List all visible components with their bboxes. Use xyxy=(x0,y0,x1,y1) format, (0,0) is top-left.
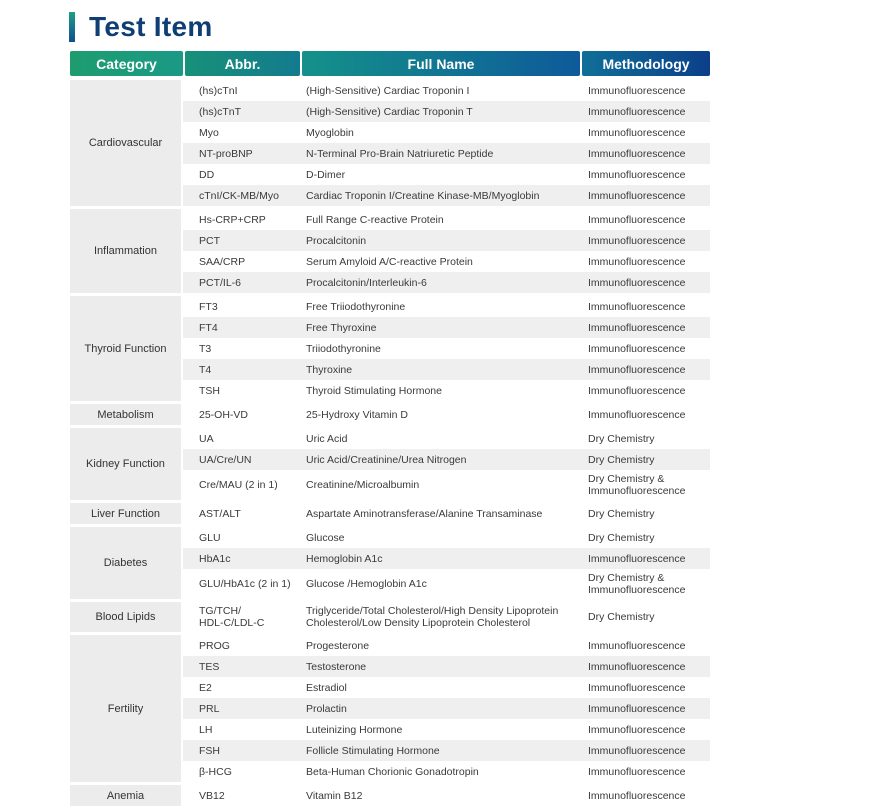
methodology-cell: Immunofluorescence xyxy=(588,255,686,268)
table-row xyxy=(183,404,710,425)
abbr-cell: NT-proBNP xyxy=(199,147,253,160)
category-rows xyxy=(183,404,710,425)
category-rows xyxy=(183,602,710,632)
title-block xyxy=(69,10,213,44)
methodology-cell: Immunofluorescence xyxy=(588,321,686,334)
table-body xyxy=(70,80,710,806)
table-row xyxy=(183,548,710,569)
category-rows xyxy=(183,635,710,782)
full-name-cell: Free Triiodothyronine xyxy=(306,300,406,313)
full-name-cell: D-Dimer xyxy=(306,168,346,181)
header-full-name: Full Name xyxy=(302,51,580,76)
title-accent-bar xyxy=(69,12,75,42)
full-name-cell: Serum Amyloid A/C-reactive Protein xyxy=(306,255,473,268)
category-group xyxy=(70,503,710,524)
full-name-cell: Free Thyroxine xyxy=(306,321,377,334)
category-rows xyxy=(183,209,710,293)
full-name-cell: Hemoglobin A1c xyxy=(306,552,383,565)
table-row xyxy=(183,272,710,293)
abbr-cell: Cre/MAU (2 in 1) xyxy=(199,479,278,491)
methodology-cell: Immunofluorescence xyxy=(588,723,686,736)
table-row xyxy=(183,143,710,164)
methodology-cell: Immunofluorescence xyxy=(588,408,686,421)
full-name-cell: Beta-Human Chorionic Gonadotropin xyxy=(306,765,479,778)
category-cell: Thyroid Function xyxy=(70,296,181,401)
abbr-cell: PROG xyxy=(199,639,230,652)
full-name-cell: Thyroxine xyxy=(306,363,353,376)
methodology-cell: Dry Chemistry xyxy=(588,453,655,466)
abbr-cell: E2 xyxy=(199,681,212,694)
abbr-cell: TG/TCH/ HDL-C/LDL-C xyxy=(199,605,265,629)
methodology-cell: Immunofluorescence xyxy=(588,681,686,694)
methodology-cell: Dry Chemistry xyxy=(588,507,655,520)
abbr-cell: PCT/IL-6 xyxy=(199,276,242,289)
abbr-cell: PRL xyxy=(199,702,220,715)
methodology-cell: Immunofluorescence xyxy=(588,660,686,673)
full-name-cell: Vitamin B12 xyxy=(306,789,363,802)
abbr-cell: 25-OH-VD xyxy=(199,408,249,421)
abbr-cell: TES xyxy=(199,660,220,673)
table-row xyxy=(183,761,710,782)
abbr-cell: TSH xyxy=(199,384,220,397)
methodology-cell: Dry Chemistry xyxy=(588,611,655,623)
category-rows xyxy=(183,428,710,500)
full-name-cell: 25-Hydroxy Vitamin D xyxy=(306,408,408,421)
abbr-cell: AST/ALT xyxy=(199,507,241,520)
category-cell: Cardiovascular xyxy=(70,80,181,206)
methodology-cell: Immunofluorescence xyxy=(588,168,686,181)
table-row xyxy=(183,80,710,101)
category-group xyxy=(70,602,710,632)
methodology-cell: Immunofluorescence xyxy=(588,552,686,565)
abbr-cell: Hs-CRP+CRP xyxy=(199,213,266,226)
table-row xyxy=(183,209,710,230)
category-group xyxy=(70,428,710,500)
category-group xyxy=(70,80,710,206)
full-name-cell: Estradiol xyxy=(306,681,347,694)
category-rows xyxy=(183,785,710,806)
table-row xyxy=(183,719,710,740)
table-row xyxy=(183,122,710,143)
category-cell: Inflammation xyxy=(70,209,181,293)
category-group xyxy=(70,785,710,806)
category-group xyxy=(70,404,710,425)
table-row xyxy=(183,656,710,677)
table-row xyxy=(183,677,710,698)
methodology-cell: Dry Chemistry & Immunofluorescence xyxy=(588,473,686,497)
category-cell: Metabolism xyxy=(70,404,181,425)
table-row xyxy=(183,230,710,251)
table-row xyxy=(183,317,710,338)
full-name-cell: Glucose /Hemoglobin A1c xyxy=(306,578,427,590)
methodology-cell: Immunofluorescence xyxy=(588,276,686,289)
abbr-cell: cTnI/CK-MB/Myo xyxy=(199,189,279,202)
category-cell: Liver Function xyxy=(70,503,181,524)
full-name-cell: Uric Acid/Creatinine/Urea Nitrogen xyxy=(306,453,467,466)
abbr-cell: DD xyxy=(199,168,215,181)
table-row xyxy=(183,698,710,719)
category-rows xyxy=(183,296,710,401)
abbr-cell: T3 xyxy=(199,342,212,355)
category-rows xyxy=(183,80,710,206)
table-row xyxy=(183,527,710,548)
table-row xyxy=(183,740,710,761)
table-row xyxy=(183,101,710,122)
full-name-cell: (High-Sensitive) Cardiac Troponin I xyxy=(306,84,470,97)
abbr-cell: UA/Cre/UN xyxy=(199,453,252,466)
table-row xyxy=(183,164,710,185)
full-name-cell: Luteinizing Hormone xyxy=(306,723,403,736)
methodology-cell: Immunofluorescence xyxy=(588,126,686,139)
table-header xyxy=(70,51,710,76)
methodology-cell: Immunofluorescence xyxy=(588,702,686,715)
abbr-cell: FSH xyxy=(199,744,220,757)
abbr-cell: UA xyxy=(199,432,214,445)
methodology-cell: Immunofluorescence xyxy=(588,105,686,118)
category-cell: Anemia xyxy=(70,785,181,806)
abbr-cell: (hs)cTnI xyxy=(199,84,238,97)
abbr-cell: (hs)cTnT xyxy=(199,105,241,118)
methodology-cell: Immunofluorescence xyxy=(588,639,686,652)
category-cell: Blood Lipids xyxy=(70,602,181,632)
abbr-cell: β-HCG xyxy=(199,765,232,778)
methodology-cell: Dry Chemistry xyxy=(588,531,655,544)
full-name-cell: Glucose xyxy=(306,531,345,544)
abbr-cell: Myo xyxy=(199,126,219,139)
table-row xyxy=(183,380,710,401)
category-rows xyxy=(183,527,710,599)
category-cell: Fertility xyxy=(70,635,181,782)
table-row xyxy=(183,251,710,272)
methodology-cell: Immunofluorescence xyxy=(588,189,686,202)
full-name-cell: (High-Sensitive) Cardiac Troponin T xyxy=(306,105,473,118)
table-row xyxy=(183,785,710,806)
abbr-cell: GLU/HbA1c (2 in 1) xyxy=(199,578,291,590)
full-name-cell: Procalcitonin xyxy=(306,234,367,247)
table-row xyxy=(183,602,710,632)
methodology-cell: Immunofluorescence xyxy=(588,300,686,313)
full-name-cell: Triiodothyronine xyxy=(306,342,381,355)
abbr-cell: HbA1c xyxy=(199,552,231,565)
methodology-cell: Immunofluorescence xyxy=(588,363,686,376)
header-methodology: Methodology xyxy=(582,51,710,76)
table-row xyxy=(183,503,710,524)
methodology-cell: Immunofluorescence xyxy=(588,765,686,778)
methodology-cell: Immunofluorescence xyxy=(588,147,686,160)
methodology-cell: Immunofluorescence xyxy=(588,789,686,802)
table-row xyxy=(183,470,710,500)
abbr-cell: LH xyxy=(199,723,213,736)
full-name-cell: Full Range C-reactive Protein xyxy=(306,213,444,226)
abbr-cell: SAA/CRP xyxy=(199,255,246,268)
full-name-cell: Testosterone xyxy=(306,660,367,673)
full-name-cell: Cardiac Troponin I/Creatine Kinase-MB/Myoglobin xyxy=(306,189,540,202)
page-title: Test Item xyxy=(89,11,213,42)
full-name-cell: Uric Acid xyxy=(306,432,348,445)
table-row xyxy=(183,635,710,656)
full-name-cell: Follicle Stimulating Hormone xyxy=(306,744,440,757)
methodology-cell: Immunofluorescence xyxy=(588,342,686,355)
full-name-cell: Thyroid Stimulating Hormone xyxy=(306,384,442,397)
full-name-cell: N-Terminal Pro-Brain Natriuretic Peptide xyxy=(306,147,494,160)
methodology-cell: Immunofluorescence xyxy=(588,384,686,397)
full-name-cell: Creatinine/Microalbumin xyxy=(306,479,420,491)
table-row xyxy=(183,449,710,470)
methodology-cell: Immunofluorescence xyxy=(588,84,686,97)
category-group xyxy=(70,527,710,599)
table-row xyxy=(183,428,710,449)
category-cell: Diabetes xyxy=(70,527,181,599)
full-name-cell: Aspartate Aminotransferase/Alanine Transaminase xyxy=(306,507,543,520)
abbr-cell: PCT xyxy=(199,234,220,247)
category-group xyxy=(70,296,710,401)
test-item-table xyxy=(70,51,710,809)
full-name-cell: Myoglobin xyxy=(306,126,354,139)
table-row xyxy=(183,185,710,206)
header-abbr: Abbr. xyxy=(185,51,300,76)
category-group xyxy=(70,635,710,782)
table-row xyxy=(183,359,710,380)
methodology-cell: Dry Chemistry xyxy=(588,432,655,445)
full-name-cell: Prolactin xyxy=(306,702,347,715)
table-row xyxy=(183,569,710,599)
methodology-cell: Immunofluorescence xyxy=(588,744,686,757)
abbr-cell: FT4 xyxy=(199,321,218,334)
table-row xyxy=(183,296,710,317)
category-rows xyxy=(183,503,710,524)
methodology-cell: Dry Chemistry & Immunofluorescence xyxy=(588,572,686,596)
abbr-cell: GLU xyxy=(199,531,221,544)
abbr-cell: T4 xyxy=(199,363,212,376)
full-name-cell: Procalcitonin/Interleukin-6 xyxy=(306,276,427,289)
table-row xyxy=(183,338,710,359)
abbr-cell: FT3 xyxy=(199,300,218,313)
methodology-cell: Immunofluorescence xyxy=(588,234,686,247)
full-name-cell: Progesterone xyxy=(306,639,370,652)
category-cell: Kidney Function xyxy=(70,428,181,500)
abbr-cell: VB12 xyxy=(199,789,225,802)
full-name-cell: Triglyceride/Total Cholesterol/High Density Lipoprotein Cholesterol/Low Density Lipoprotein Cholesterol xyxy=(306,605,559,629)
methodology-cell: Immunofluorescence xyxy=(588,213,686,226)
header-category: Category xyxy=(70,51,183,76)
category-group xyxy=(70,209,710,293)
